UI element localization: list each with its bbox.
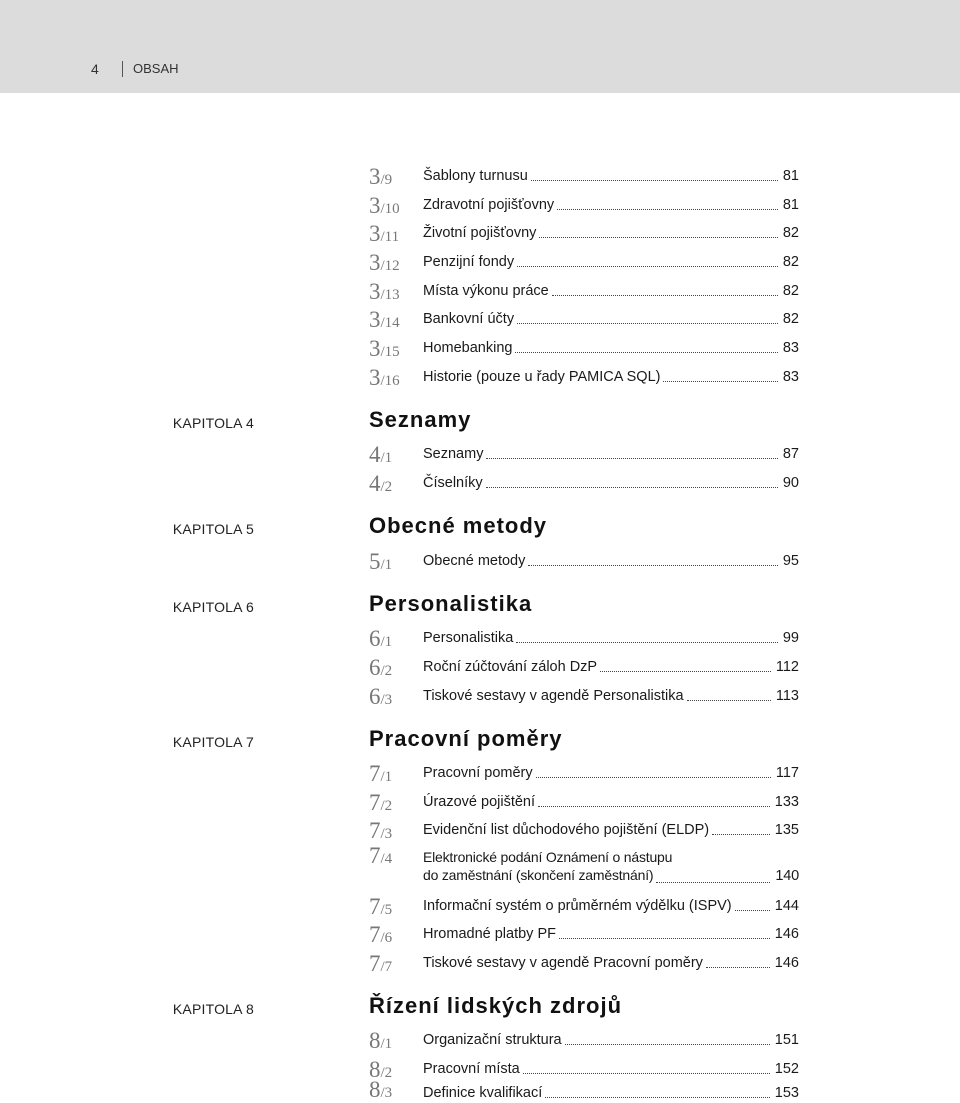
toc-entry-title: Místa výkonu práce <box>423 282 549 299</box>
toc-entry[interactable]: 6/2 Roční zúčtování záloh DzP 112 <box>369 655 799 680</box>
toc-entry-page: 151 <box>774 1031 799 1048</box>
chapter-label: KAPITOLA 6 <box>172 599 254 615</box>
toc-entry[interactable]: 7/6 Hromadné platby PF 146 <box>369 922 799 947</box>
toc-entry-title: Číselníky <box>423 474 483 491</box>
toc-entry-page: 113 <box>775 687 799 704</box>
dot-leader <box>516 642 778 643</box>
toc-entry-title: Úrazové pojištění <box>423 793 536 810</box>
chapter-label: KAPITOLA 8 <box>172 1001 254 1017</box>
toc-entry[interactable]: 6/1 Personalistika 99 <box>369 626 799 651</box>
toc-entry-title: Tiskové sestavy v agendě Pracovní poměry <box>423 954 703 971</box>
toc-entry-page: 135 <box>774 821 799 838</box>
chapter-title[interactable]: Řízení lidských zdrojů <box>369 993 623 1018</box>
toc-entry-title: Historie (pouze u řady PAMICA SQL) <box>423 368 661 385</box>
page-number: 4 <box>91 61 99 77</box>
dot-leader <box>600 671 771 672</box>
dot-leader <box>545 1097 770 1098</box>
toc-entry[interactable]: 4/2 Číselníky 90 <box>369 471 799 496</box>
toc-entry[interactable]: 3/9 Šablony turnusu 81 <box>369 164 799 189</box>
toc-entry-page: 146 <box>774 925 799 942</box>
toc-entry[interactable]: 8/3 Definice kvalifikací 153 <box>369 1077 799 1102</box>
toc-entry-title: Šablony turnusu <box>423 167 528 184</box>
toc-entry[interactable]: 3/16 Historie (pouze u řady PAMICA SQL) 83 <box>369 365 799 390</box>
toc-entry-title: Elektronické podání Oznámení o nástupu <box>423 848 673 865</box>
toc-entry[interactable]: 8/2 Pracovní místa 152 <box>369 1057 799 1082</box>
toc-entry-title: Zdravotní pojišťovny <box>423 196 555 213</box>
dot-leader <box>663 381 777 382</box>
toc-entry-page: 83 <box>782 368 799 385</box>
dot-leader <box>486 458 777 459</box>
dot-leader <box>559 938 770 939</box>
toc-entry[interactable]: 3/12 Penzijní fondy 82 <box>369 250 799 275</box>
dot-leader <box>536 777 771 778</box>
toc-entry[interactable]: 7/7 Tiskové sestavy v agendě Pracovní poměry 146 <box>369 951 799 976</box>
toc-entry[interactable]: 8/1 Organizační struktura 151 <box>369 1028 799 1053</box>
dot-leader <box>656 882 770 883</box>
toc-entry-page: 82 <box>782 310 799 327</box>
toc-entry-page: 153 <box>774 1084 799 1101</box>
chapter-label: KAPITOLA 5 <box>172 521 254 537</box>
toc-entry[interactable]: 7/1 Pracovní poměry 117 <box>369 761 799 786</box>
toc-entry-page: 90 <box>782 474 799 491</box>
toc-entry-title: Bankovní účty <box>423 310 515 327</box>
toc-entry[interactable]: 5/1 Obecné metody 95 <box>369 549 799 574</box>
toc-entry-page: 83 <box>782 339 799 356</box>
toc-entry-page: 81 <box>782 167 799 184</box>
toc-entry[interactable]: 7/2 Úrazové pojištění 133 <box>369 790 799 815</box>
toc-entry-title: Obecné metody <box>423 552 526 569</box>
toc-entry-title: Evidenční list důchodového pojištění (ELDP) <box>423 821 710 838</box>
toc-entry-title-continued: do zaměstnání (skončení zaměstnání) <box>423 867 654 884</box>
chapter-title[interactable]: Seznamy <box>369 407 472 432</box>
toc-entry-title: Definice kvalifikací <box>423 1084 543 1101</box>
toc-entry-page: 144 <box>774 897 799 914</box>
dot-leader <box>565 1044 770 1045</box>
dot-leader <box>538 806 770 807</box>
toc-entry-page: 133 <box>774 793 799 810</box>
dot-leader <box>517 266 778 267</box>
dot-leader <box>531 180 778 181</box>
toc-entry-title: Tiskové sestavy v agendě Personalistika <box>423 687 684 704</box>
dot-leader <box>528 565 777 566</box>
toc-entry-page: 95 <box>782 552 799 569</box>
toc-entry-page: 81 <box>782 196 799 213</box>
dot-leader <box>539 237 777 238</box>
toc-entry-title: Roční zúčtování záloh DzP <box>423 658 598 675</box>
toc-entry-page: 152 <box>774 1060 799 1077</box>
dot-leader <box>706 967 770 968</box>
toc-entry-title: Organizační struktura <box>423 1031 562 1048</box>
dot-leader <box>515 352 777 353</box>
toc-entry-page: 99 <box>782 629 799 646</box>
toc-entry-page: 82 <box>782 282 799 299</box>
toc-entry-page: 82 <box>782 224 799 241</box>
toc-entry-title: Seznamy <box>423 445 484 462</box>
dot-leader <box>735 910 770 911</box>
toc-entry-title: Personalistika <box>423 629 514 646</box>
toc-entry[interactable]: 3/15 Homebanking 83 <box>369 336 799 361</box>
dot-leader <box>557 209 778 210</box>
page-header <box>0 0 960 93</box>
toc-entry-title: Homebanking <box>423 339 513 356</box>
chapter-title[interactable]: Pracovní poměry <box>369 726 563 751</box>
toc-entry-title: Hromadné platby PF <box>423 925 556 942</box>
chapter-label: KAPITOLA 4 <box>172 415 254 431</box>
dot-leader <box>552 295 778 296</box>
toc-entry[interactable]: 3/11 Životní pojišťovny 82 <box>369 221 799 246</box>
toc-entry[interactable]: 7/5 Informační systém o průměrném výdělku (ISPV) 144 <box>369 894 799 919</box>
dot-leader <box>687 700 771 701</box>
toc-entry-title: Životní pojišťovny <box>423 224 537 241</box>
toc-entry[interactable]: 7/4 Elektronické podání Oznámení o nástupu do zaměstnání (skončení zaměstnání) 140 <box>369 842 799 890</box>
toc-entry-title: Penzijní fondy <box>423 253 515 270</box>
header-divider <box>122 61 123 77</box>
dot-leader <box>712 834 770 835</box>
toc-entry[interactable]: 3/14 Bankovní účty 82 <box>369 307 799 332</box>
chapter-title[interactable]: Obecné metody <box>369 513 548 538</box>
toc-entry[interactable]: 6/3 Tiskové sestavy v agendě Personalistika 113 <box>369 684 799 709</box>
chapter-title[interactable]: Personalistika <box>369 591 533 616</box>
toc-entry[interactable]: 7/3 Evidenční list důchodového pojištění (ELDP) 135 <box>369 818 799 843</box>
toc-entry-page: 112 <box>775 658 799 675</box>
dot-leader <box>486 487 778 488</box>
toc-entry-page: 117 <box>775 764 799 781</box>
section-title: OBSAH <box>133 61 179 76</box>
toc-entry[interactable]: 3/13 Místa výkonu práce 82 <box>369 279 799 304</box>
toc-entry-page: 146 <box>774 954 799 971</box>
toc-entry-page: 87 <box>782 445 799 462</box>
toc-entry[interactable]: 4/1 Seznamy 87 <box>369 442 799 467</box>
toc-entry-title: Pracovní místa <box>423 1060 520 1077</box>
dot-leader <box>517 323 778 324</box>
toc-entry-page: 140 <box>775 868 799 885</box>
toc-entry-page: 82 <box>782 253 799 270</box>
chapter-label: KAPITOLA 7 <box>172 734 254 750</box>
toc-entry-title: Informační systém o průměrném výdělku (ISPV) <box>423 897 732 914</box>
toc-entry-title: Pracovní poměry <box>423 764 533 781</box>
toc-entry[interactable]: 3/10 Zdravotní pojišťovny 81 <box>369 193 799 218</box>
